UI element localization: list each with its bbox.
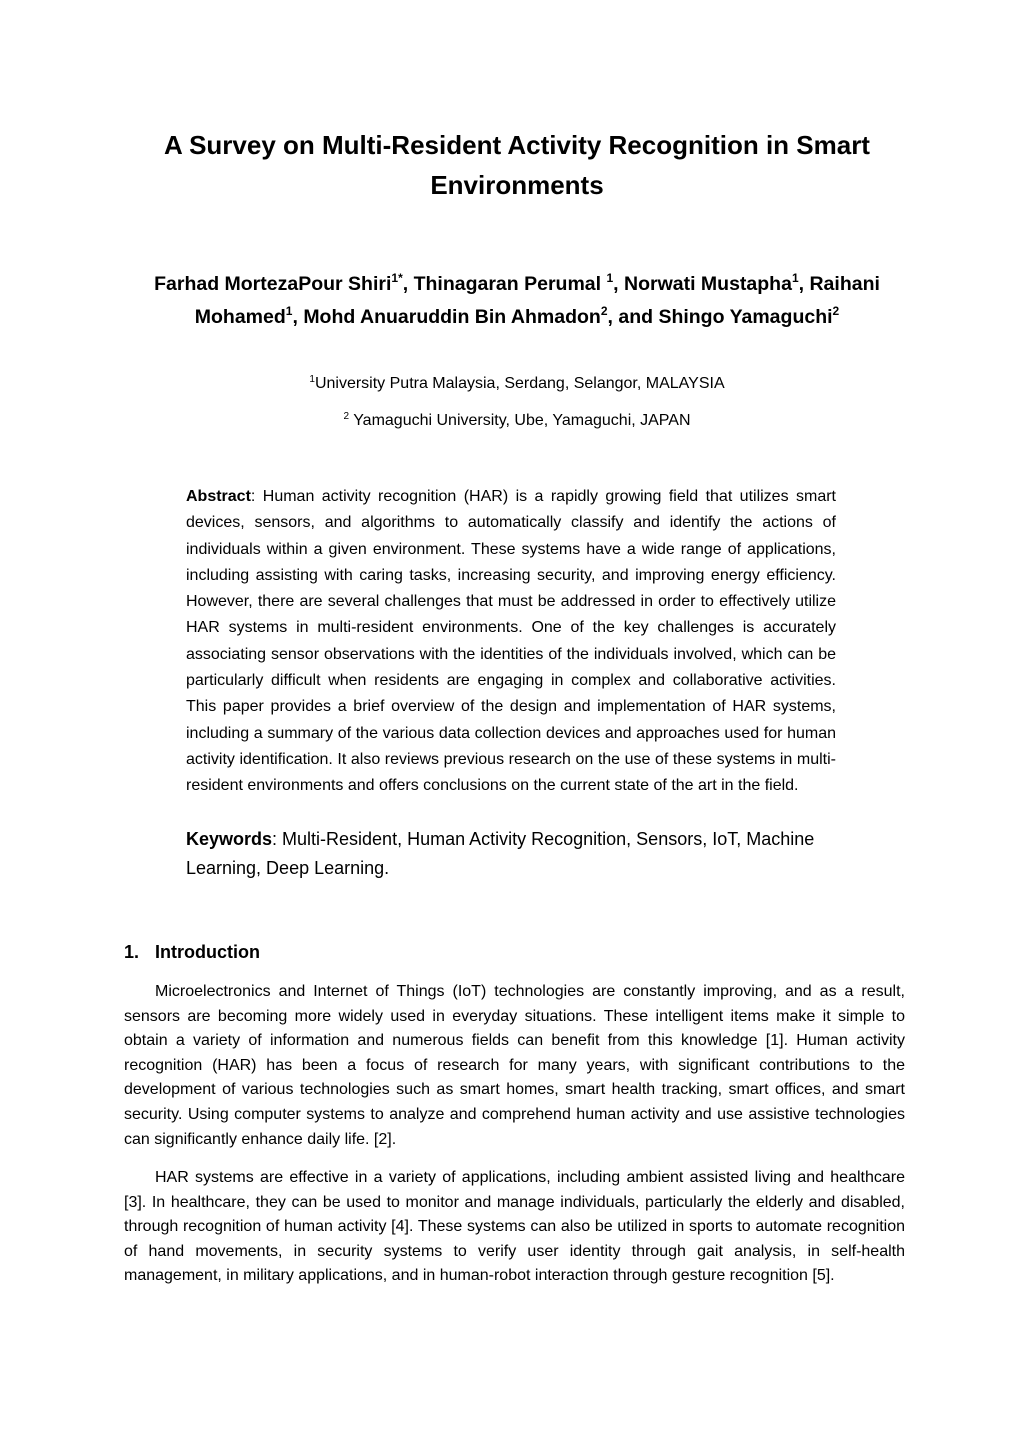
author: Shingo Yamaguchi$^2$ [658, 304, 840, 328]
paper-title: A Survey on Multi-Resident Activity Recognition in Smart Environments [164, 130, 870, 200]
keywords [186, 825, 836, 883]
author-affiliation-mark: 1 [606, 271, 614, 285]
section-number: 1. [124, 942, 140, 962]
author-affiliation-mark: 1 [791, 271, 799, 285]
affiliation: $^2$ Yamaguchi University, Ube, Yamaguchi, JAPAN [343, 411, 691, 429]
author-affiliation-mark: 2 [600, 304, 608, 318]
author-affiliation-mark: 1 [285, 304, 293, 318]
section-title: Introduction [155, 942, 260, 962]
affiliation: $^1$University Putra Malaysia, Serdang, Selangor, MALAYSIA [309, 374, 725, 392]
author: Norwati Mustapha$^1$, [624, 271, 810, 295]
author: Mohd Anuaruddin Bin Ahmadon$^2$, and [303, 304, 659, 328]
author: Thinagaran Perumal $^1$, [413, 271, 624, 295]
affiliation-mark: 1 [309, 374, 315, 385]
section-heading [124, 940, 260, 964]
author-list [110, 268, 924, 334]
keywords-label: Keywords [186, 829, 273, 849]
author: Raihani Mohamed$^1$, [194, 273, 880, 328]
body-paragraph: HAR systems are effective in a variety of applications, including ambient assisted living and healthcare [3]. In healthcare, they can be used to monitor and manage individuals, particularly the elderly and disabled, through recognition of human activity [4]. These systems can also be utilized in sports to automate recognition of hand movements, in security systems to verify user identity through gait analysis, in self-health management, in military applications, and in human-robot interaction through gesture recognition [5]. [124, 1169, 905, 1285]
body-paragraph: Microelectronics and Internet of Things (IoT) technologies are constantly improving, and as a result, sensors are becoming more widely used in everyday situations. These intelligent items make it simple to obtain a variety of information and numerous fields can benefit from this knowledge [1]. Human activity recognition (HAR) has been a focus of research for many years, with significant contributions to the development of various technologies such as smart homes, smart health tracking, smart offices, and smart security. Using computer systems to analyze and comprehend human activity and use assistive technologies can significantly enhance daily life. [2]. [124, 983, 905, 1148]
abstract [186, 484, 836, 800]
abstract-label: Abstract [186, 488, 251, 505]
affiliation-mark: 2 [343, 411, 350, 422]
author-affiliation-mark: 2 [832, 304, 840, 318]
author: Farhad MortezaPour Shiri$^{1*}$, [154, 271, 414, 295]
keywords-text: : Multi-Resident, Human Activity Recognition, Sensors, IoT, Machine Learning, Deep Learning. [186, 829, 815, 878]
author-affiliation-mark: 1* [391, 271, 403, 285]
abstract-text: : Human activity recognition (HAR) is a rapidly growing field that utilizes smart devices, sensors, and algorithms to automatically classify and identify the actions of individuals within a given environment. These systems have a wide range of applications, including assisting with caring tasks, increasing security, and improving energy efficiency. However, there are several challenges that must be addressed in order to effectively utilize HAR systems in multi-resident environments. One of the key challenges is accurately associating sensor observations with the identities of the individuals involved, which can be particularly difficult when residents are engaging in complex and collaborative activities. This paper provides a brief overview of the design and implementation of HAR systems, including a summary of the various data collection devices and approaches used for human activity identification. It also reviews previous research on the use of these systems in multi-resident environments and offers conclusions on the current state of the art in the field. [186, 488, 836, 795]
